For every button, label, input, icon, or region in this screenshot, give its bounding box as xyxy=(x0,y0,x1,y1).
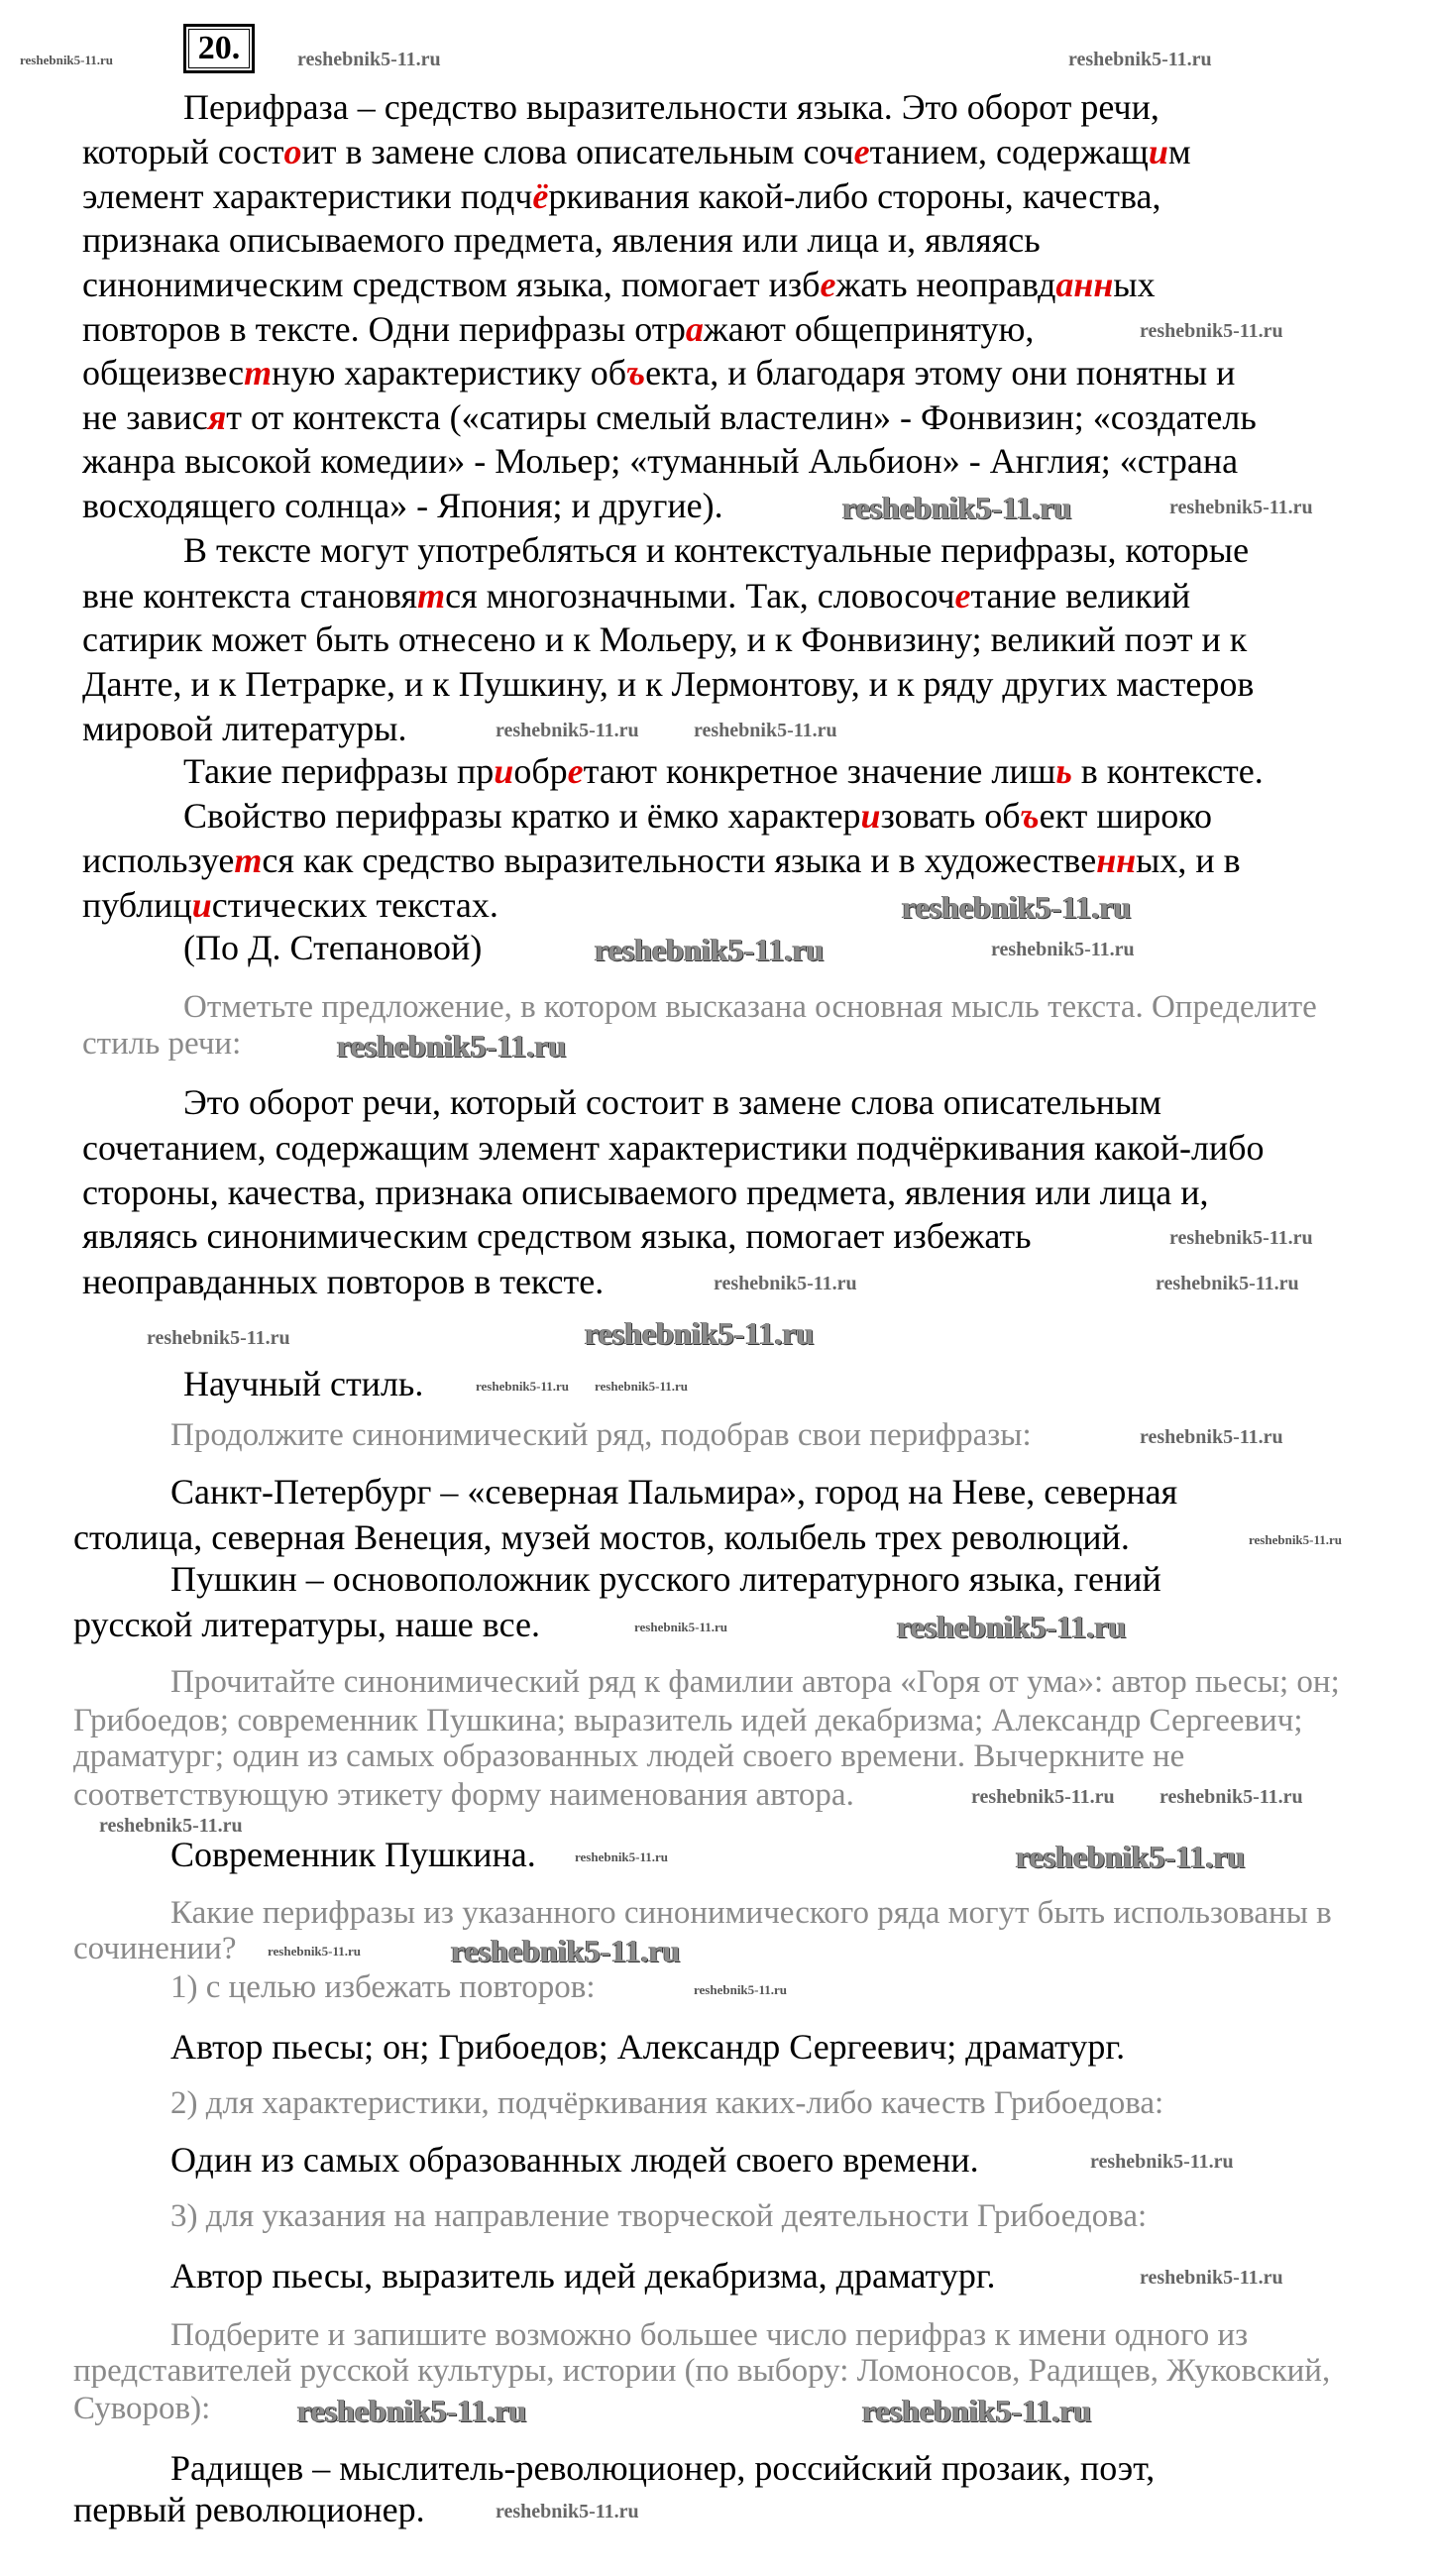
text-segment: Свойство перифразы кратко и ёмко характер xyxy=(183,796,861,836)
text-line xyxy=(82,311,1034,347)
text-segment: (По Д. Степановой) xyxy=(183,928,483,967)
watermark: reshebnik5-11.ru xyxy=(1140,2267,1283,2289)
watermark: reshebnik5-11.ru xyxy=(297,2393,527,2428)
text-segment: русской литературы, наше все. xyxy=(73,1605,540,1644)
text-segment: стороны, качества, признака описываемого предмета, явления или лица и, xyxy=(82,1173,1209,1212)
text-segment: ект широко xyxy=(1039,796,1212,836)
text-line xyxy=(170,1837,536,1872)
watermark: reshebnik5-11.ru xyxy=(1016,1839,1246,1874)
highlighted-letter: ь xyxy=(1055,751,1072,791)
text-segment: восходящего солнца» - Япония; и другие). xyxy=(82,486,723,525)
text-segment: ся многозначными. Так, словосоч xyxy=(445,576,955,616)
text-segment: Автор пьесы; он; Грибоедов; Александр Сергеевич; драматург. xyxy=(170,2027,1126,2067)
text-segment: т от контекста («сатиры смелый властелин» - Фонвизин; «создатель xyxy=(226,397,1257,437)
highlighted-letter: нн xyxy=(1096,840,1137,880)
watermark: reshebnik5-11.ru xyxy=(1249,1532,1343,1547)
text-segment: Суворов): xyxy=(73,2391,211,2426)
text-line xyxy=(183,930,482,965)
text-segment: Грибоедов; современник Пушкина; выразитель идей декабризма; Александр Сергеевич; xyxy=(73,1703,1303,1738)
watermark: reshebnik5-11.ru xyxy=(897,1609,1127,1644)
text-line xyxy=(82,578,1190,614)
text-segment: тают конкретное значение лиш xyxy=(583,751,1056,791)
text-line xyxy=(183,753,1264,789)
text-segment: вне контекста становя xyxy=(82,576,418,616)
text-line xyxy=(183,1084,1161,1120)
watermark: reshebnik5-11.ru xyxy=(451,1933,681,1968)
task-prompt-line xyxy=(73,1779,854,1812)
text-segment: повторов в тексте. Одни перифразы отр xyxy=(82,309,686,349)
text-segment: танием, содержащ xyxy=(869,132,1149,171)
text-segment: стиль речи: xyxy=(82,1026,242,1062)
text-segment: общеизвес xyxy=(82,353,245,392)
task-prompt-line xyxy=(170,1666,1340,1699)
watermark: reshebnik5-11.ru xyxy=(147,1327,290,1349)
text-segment: первый революционер. xyxy=(73,2490,425,2529)
watermark: reshebnik5-11.ru xyxy=(1068,49,1212,70)
watermark: reshebnik5-11.ru xyxy=(268,1944,362,1959)
task-prompt-line xyxy=(170,1419,1032,1452)
highlighted-letter: и xyxy=(191,885,212,925)
watermark: reshebnik5-11.ru xyxy=(1159,1786,1303,1808)
text-segment: ых xyxy=(1113,265,1156,304)
text-segment: 2) для характеристики, подчёркивания каких-либо качеств Грибоедова: xyxy=(170,2085,1164,2121)
watermark: reshebnik5-11.ru xyxy=(1169,1227,1313,1249)
watermark: reshebnik5-11.ru xyxy=(1140,1426,1283,1448)
task-number: 20. xyxy=(183,24,255,73)
watermark: reshebnik5-11.ru xyxy=(694,1982,788,1997)
text-line xyxy=(183,798,1212,834)
text-segment: сочинении? xyxy=(73,1931,237,1966)
text-segment: Научный стиль. xyxy=(183,1364,424,1403)
watermark: reshebnik5-11.ru xyxy=(991,939,1135,960)
watermark: reshebnik5-11.ru xyxy=(1140,320,1283,342)
text-line xyxy=(170,2142,979,2178)
highlighted-letter: е xyxy=(954,576,971,616)
highlighted-letter: я xyxy=(207,397,227,437)
text-segment: публиц xyxy=(82,885,192,925)
watermark: reshebnik5-11.ru xyxy=(99,1815,243,1837)
text-segment: соответствующую этикету форму наименования автора. xyxy=(73,1777,854,1813)
text-segment: синонимическим средством языка, помогает изб xyxy=(82,265,821,304)
watermark: reshebnik5-11.ru xyxy=(595,1379,689,1394)
text-line xyxy=(82,1218,1032,1254)
task-prompt-line xyxy=(183,991,1317,1024)
text-segment: жают общепринятую, xyxy=(703,309,1035,349)
text-segment: Пушкин – основоположник русского литературного языка, гений xyxy=(170,1559,1161,1599)
text-line xyxy=(82,1130,1265,1166)
watermark: reshebnik5-11.ru xyxy=(20,53,114,67)
text-segment: ркивания какой-либо стороны, качества, xyxy=(548,176,1161,216)
task-prompt-line xyxy=(170,2319,1248,2352)
text-segment: не завис xyxy=(82,397,208,437)
watermark: reshebnik5-11.ru xyxy=(902,889,1132,925)
watermark: reshebnik5-11.ru xyxy=(297,49,441,70)
watermark: reshebnik5-11.ru xyxy=(337,1028,567,1064)
watermark: reshebnik5-11.ru xyxy=(634,1620,728,1634)
text-segment: мировой литературы. xyxy=(82,709,407,748)
watermark: reshebnik5-11.ru xyxy=(496,720,639,741)
text-segment: тание великий xyxy=(970,576,1191,616)
text-segment: используе xyxy=(82,840,235,880)
task-prompt-line xyxy=(73,1933,236,1965)
text-line xyxy=(82,222,1041,258)
text-line xyxy=(170,2258,996,2294)
text-segment: столица, северная Венеция, музей мостов, колыбель трех революций. xyxy=(73,1517,1130,1557)
highlighted-letter: анн xyxy=(1055,265,1114,304)
watermark: reshebnik5-11.ru xyxy=(1169,497,1313,518)
text-line xyxy=(82,178,1160,214)
text-segment: стических текстах. xyxy=(211,885,498,925)
text-line xyxy=(183,89,1159,125)
task-prompt-line xyxy=(170,1971,596,2004)
text-line xyxy=(82,267,1156,302)
text-segment: В тексте могут употребляться и контекстуальные перифразы, которые xyxy=(183,530,1250,570)
task-prompt-line xyxy=(170,1897,1332,1930)
highlighted-letter: е xyxy=(853,132,870,171)
text-segment: зовать об xyxy=(880,796,1021,836)
watermark: reshebnik5-11.ru xyxy=(862,2393,1092,2428)
text-segment: Это оборот речи, который состоит в замене слова описательным xyxy=(183,1082,1162,1122)
task-prompt-line xyxy=(73,2355,1330,2388)
text-segment: Подберите и запишите возможно большее число перифраз к имени одного из xyxy=(170,2317,1249,2353)
text-segment: ную характеристику об xyxy=(272,353,627,392)
text-segment: являясь синонимическим средством языка, помогает избежать xyxy=(82,1216,1032,1256)
highlighted-letter: ъ xyxy=(1020,796,1040,836)
highlighted-letter: е xyxy=(820,265,836,304)
watermark: reshebnik5-11.ru xyxy=(595,932,825,967)
text-line xyxy=(73,1607,540,1642)
text-line xyxy=(82,443,1238,479)
text-segment: Перифраза – средство выразительности языка. Это оборот речи, xyxy=(183,87,1159,127)
text-segment: в контексте. xyxy=(1071,751,1264,791)
text-line xyxy=(183,1366,423,1401)
text-line xyxy=(82,399,1257,435)
watermark: reshebnik5-11.ru xyxy=(496,2501,639,2522)
highlighted-letter: и xyxy=(1148,132,1168,171)
text-segment: Санкт-Петербург – «северная Пальмира», город на Неве, северная xyxy=(170,1472,1178,1512)
text-segment: Такие перифразы пр xyxy=(183,751,495,791)
text-segment: екта, и благодаря этому они понятны и xyxy=(645,353,1236,392)
text-segment: жанра высокой комедии» - Мольер; «туманный Альбион» - Англия; «страна xyxy=(82,441,1239,481)
text-segment: ит в замене слова описательным соч xyxy=(301,132,854,171)
text-segment: Прочитайте синонимический ряд к фамилии автора «Горя от ума»: автор пьесы; он; xyxy=(170,1664,1340,1700)
text-line xyxy=(82,355,1235,391)
watermark: reshebnik5-11.ru xyxy=(971,1786,1115,1808)
highlighted-letter: ё xyxy=(532,176,549,216)
text-line xyxy=(82,621,1247,657)
task-prompt-line xyxy=(73,1740,1184,1773)
task-prompt-line xyxy=(82,1028,241,1061)
text-line xyxy=(82,887,498,923)
highlighted-letter: и xyxy=(860,796,881,836)
highlighted-letter: т xyxy=(244,353,273,392)
watermark: reshebnik5-11.ru xyxy=(476,1379,570,1394)
text-segment: сатирик может быть отнесено и к Мольеру, и к Фонвизину; великий поэт и к xyxy=(82,619,1248,659)
text-segment: Автор пьесы, выразитель идей декабризма, драматург. xyxy=(170,2256,996,2296)
task-prompt-line xyxy=(73,2393,210,2425)
highlighted-letter: т xyxy=(417,576,446,616)
text-segment: 3) для указания на направление творческой деятельности Грибоедова: xyxy=(170,2198,1148,2234)
text-segment: м xyxy=(1167,132,1191,171)
text-segment: Один из самых образованных людей своего времени. xyxy=(170,2140,979,2180)
text-line xyxy=(183,532,1249,568)
text-segment: жать неоправд xyxy=(835,265,1056,304)
text-line xyxy=(82,488,723,523)
text-segment: Продолжите синонимический ряд, подобрав свои перифразы: xyxy=(170,1417,1032,1453)
text-segment: Радищев – мыслитель-революционер, российский прозаик, поэт, xyxy=(170,2448,1156,2488)
highlighted-letter: т xyxy=(234,840,263,880)
text-segment: 1) с целью избежать повторов: xyxy=(170,1969,596,2005)
text-segment: Данте, и к Петрарке, и к Пушкину, и к Лермонтову, и к ряду других мастеров xyxy=(82,664,1255,704)
watermark: reshebnik5-11.ru xyxy=(1090,2151,1234,2173)
task-prompt-line xyxy=(170,2200,1147,2233)
text-segment: признака описываемого предмета, явления или лица и, являясь xyxy=(82,220,1041,260)
task-prompt-line xyxy=(73,1705,1303,1737)
watermark: reshebnik5-11.ru xyxy=(1156,1273,1299,1294)
watermark: reshebnik5-11.ru xyxy=(585,1315,815,1351)
highlighted-letter: е xyxy=(567,751,584,791)
text-segment: Какие перифразы из указанного синонимического ряда могут быть использованы в xyxy=(170,1895,1332,1931)
watermark: reshebnik5-11.ru xyxy=(714,1273,857,1294)
text-line xyxy=(82,134,1191,169)
text-line xyxy=(170,1474,1177,1510)
text-segment: элемент характеристики подч xyxy=(82,176,533,216)
text-line xyxy=(82,1175,1208,1210)
text-segment: представителей русской культуры, истории (по выбору: Ломоносов, Радищев, Жуковский, xyxy=(73,2353,1331,2389)
watermark: reshebnik5-11.ru xyxy=(842,490,1072,525)
highlighted-letter: ъ xyxy=(626,353,646,392)
text-segment: Отметьте предложение, в котором высказана основная мысль текста. Определите xyxy=(183,989,1317,1025)
text-segment: который сост xyxy=(82,132,284,171)
text-line xyxy=(82,711,407,746)
task-prompt-line xyxy=(170,2087,1163,2120)
text-segment: обр xyxy=(513,751,568,791)
text-segment: ся как средство выразительности языка и в художестве xyxy=(262,840,1097,880)
text-segment: сочетанием, содержащим элемент характеристики подчёркивания какой-либо xyxy=(82,1128,1265,1168)
watermark: reshebnik5-11.ru xyxy=(575,1849,669,1864)
text-line xyxy=(82,666,1254,702)
text-segment: Современник Пушкина. xyxy=(170,1835,536,1874)
text-line xyxy=(170,1561,1161,1597)
highlighted-letter: а xyxy=(685,309,704,349)
text-line xyxy=(73,2492,425,2527)
text-segment: ых, и в xyxy=(1136,840,1241,880)
text-segment: драматург; один из самых образованных людей своего времени. Вычеркните не xyxy=(73,1738,1185,1774)
text-line xyxy=(82,842,1241,878)
text-line xyxy=(82,1264,604,1299)
highlighted-letter: и xyxy=(494,751,514,791)
highlighted-letter: о xyxy=(283,132,302,171)
text-line xyxy=(73,1519,1130,1555)
text-line xyxy=(170,2450,1155,2486)
text-line xyxy=(170,2029,1125,2065)
watermark: reshebnik5-11.ru xyxy=(694,720,837,741)
text-segment: неоправданных повторов в тексте. xyxy=(82,1262,605,1301)
